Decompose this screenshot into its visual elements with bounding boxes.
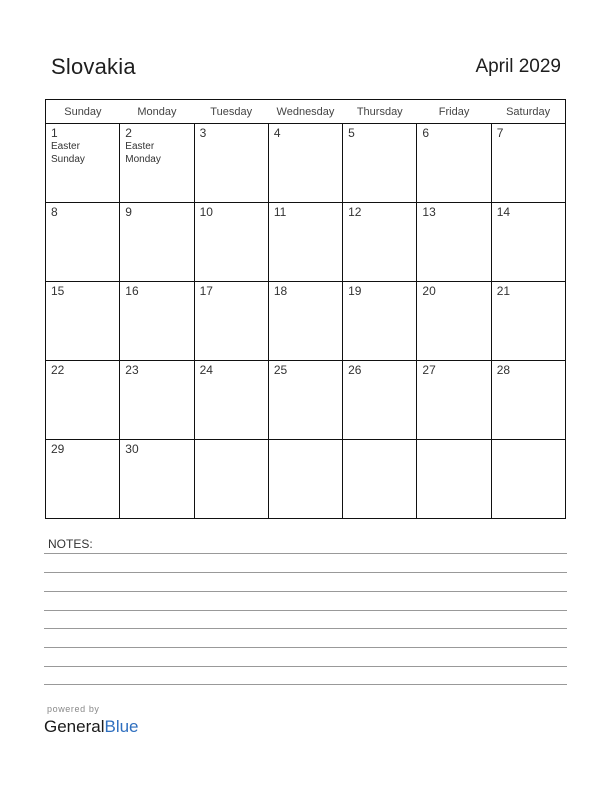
day-number: 10 — [199, 205, 213, 219]
note-line — [44, 647, 567, 648]
calendar-day-cell — [491, 282, 565, 361]
calendar-week-row — [46, 440, 566, 519]
calendar-week-row — [46, 124, 566, 203]
country-title: Slovakia — [51, 54, 136, 79]
day-number: 18 — [273, 284, 288, 298]
calendar-week-row — [46, 203, 566, 282]
note-line — [44, 666, 567, 667]
day-number: 3 — [199, 126, 207, 140]
calendar-day-cell — [491, 124, 565, 203]
calendar-day-cell — [268, 124, 342, 203]
calendar-grid — [45, 99, 566, 519]
calendar-day-cell — [120, 440, 194, 519]
note-line — [44, 628, 567, 629]
brand-blue: Blue — [104, 717, 139, 736]
day-number: 23 — [125, 363, 139, 377]
day-number: 28 — [496, 363, 511, 377]
weekday-wednesday: Wednesday — [268, 100, 342, 124]
day-number: 26 — [348, 363, 362, 377]
calendar-day-cell — [491, 203, 565, 282]
day-number: 17 — [199, 284, 213, 298]
weekday-tuesday: Tuesday — [194, 100, 268, 124]
calendar-day-cell — [120, 124, 194, 203]
month-year-title: April 2029 — [475, 56, 561, 77]
calendar-day-cell — [194, 124, 268, 203]
calendar-week-row — [46, 282, 566, 361]
note-line — [44, 553, 567, 554]
calendar-day-cell — [120, 361, 194, 440]
calendar-day-cell — [46, 361, 120, 440]
calendar-day-cell — [343, 282, 417, 361]
day-number: 1 — [51, 126, 58, 140]
day-number: 4 — [273, 126, 281, 140]
day-number: 21 — [496, 284, 511, 298]
day-number: 24 — [199, 363, 213, 377]
generalblue-logo — [44, 717, 139, 737]
calendar-day-cell — [268, 361, 342, 440]
calendar-day-cell — [46, 282, 120, 361]
calendar-day-cell — [46, 440, 120, 519]
day-number: 12 — [348, 205, 362, 219]
calendar-day-cell — [268, 282, 342, 361]
calendar-week-row — [46, 361, 566, 440]
calendar-day-cell — [343, 361, 417, 440]
day-number: 6 — [422, 126, 430, 140]
calendar-day-cell — [343, 440, 417, 519]
calendar-day-cell — [194, 440, 268, 519]
note-line — [44, 610, 567, 611]
day-number: 27 — [422, 363, 436, 377]
day-number: 5 — [348, 126, 355, 140]
weekday-friday: Friday — [417, 100, 491, 124]
day-number: 15 — [51, 284, 65, 298]
calendar-day-cell — [194, 282, 268, 361]
day-number: 19 — [348, 284, 362, 298]
calendar-day-cell — [343, 124, 417, 203]
day-number: 22 — [51, 363, 65, 377]
holiday-label: Easter Sunday — [51, 141, 85, 165]
calendar-day-cell — [46, 124, 120, 203]
calendar-day-cell — [417, 440, 491, 519]
day-number: 29 — [51, 442, 65, 456]
calendar-day-cell — [417, 361, 491, 440]
weekday-monday: Monday — [120, 100, 194, 124]
calendar-day-cell — [120, 282, 194, 361]
calendar-day-cell — [417, 124, 491, 203]
calendar-day-cell — [46, 203, 120, 282]
calendar-day-cell — [194, 361, 268, 440]
day-number: 25 — [273, 363, 288, 377]
note-line — [44, 572, 567, 573]
calendar-day-cell — [120, 203, 194, 282]
day-number: 20 — [422, 284, 436, 298]
note-line — [44, 591, 567, 592]
day-number: 11 — [273, 205, 287, 219]
calendar-day-cell — [194, 203, 268, 282]
calendar-day-cell — [343, 203, 417, 282]
holiday-label: Easter Monday — [125, 141, 161, 165]
calendar-day-cell — [417, 282, 491, 361]
brand-general: General — [44, 717, 105, 736]
day-number: 8 — [51, 205, 58, 219]
weekday-header-row — [46, 100, 566, 124]
weekday-saturday: Saturday — [491, 100, 565, 124]
calendar-day-cell — [268, 203, 342, 282]
note-line — [44, 684, 567, 685]
day-number: 2 — [125, 126, 132, 140]
day-number: 30 — [125, 442, 139, 456]
day-number: 9 — [125, 205, 132, 219]
day-number: 14 — [496, 205, 511, 219]
day-number: 7 — [496, 126, 504, 140]
calendar-day-cell — [268, 440, 342, 519]
powered-by-text: powered by — [47, 704, 100, 714]
day-number: 16 — [125, 284, 139, 298]
weekday-sunday: Sunday — [46, 100, 120, 124]
calendar-day-cell — [491, 361, 565, 440]
calendar-day-cell — [417, 203, 491, 282]
notes-label: NOTES: — [48, 537, 93, 551]
calendar-day-cell — [491, 440, 565, 519]
day-number: 13 — [422, 205, 436, 219]
weekday-thursday: Thursday — [343, 100, 417, 124]
